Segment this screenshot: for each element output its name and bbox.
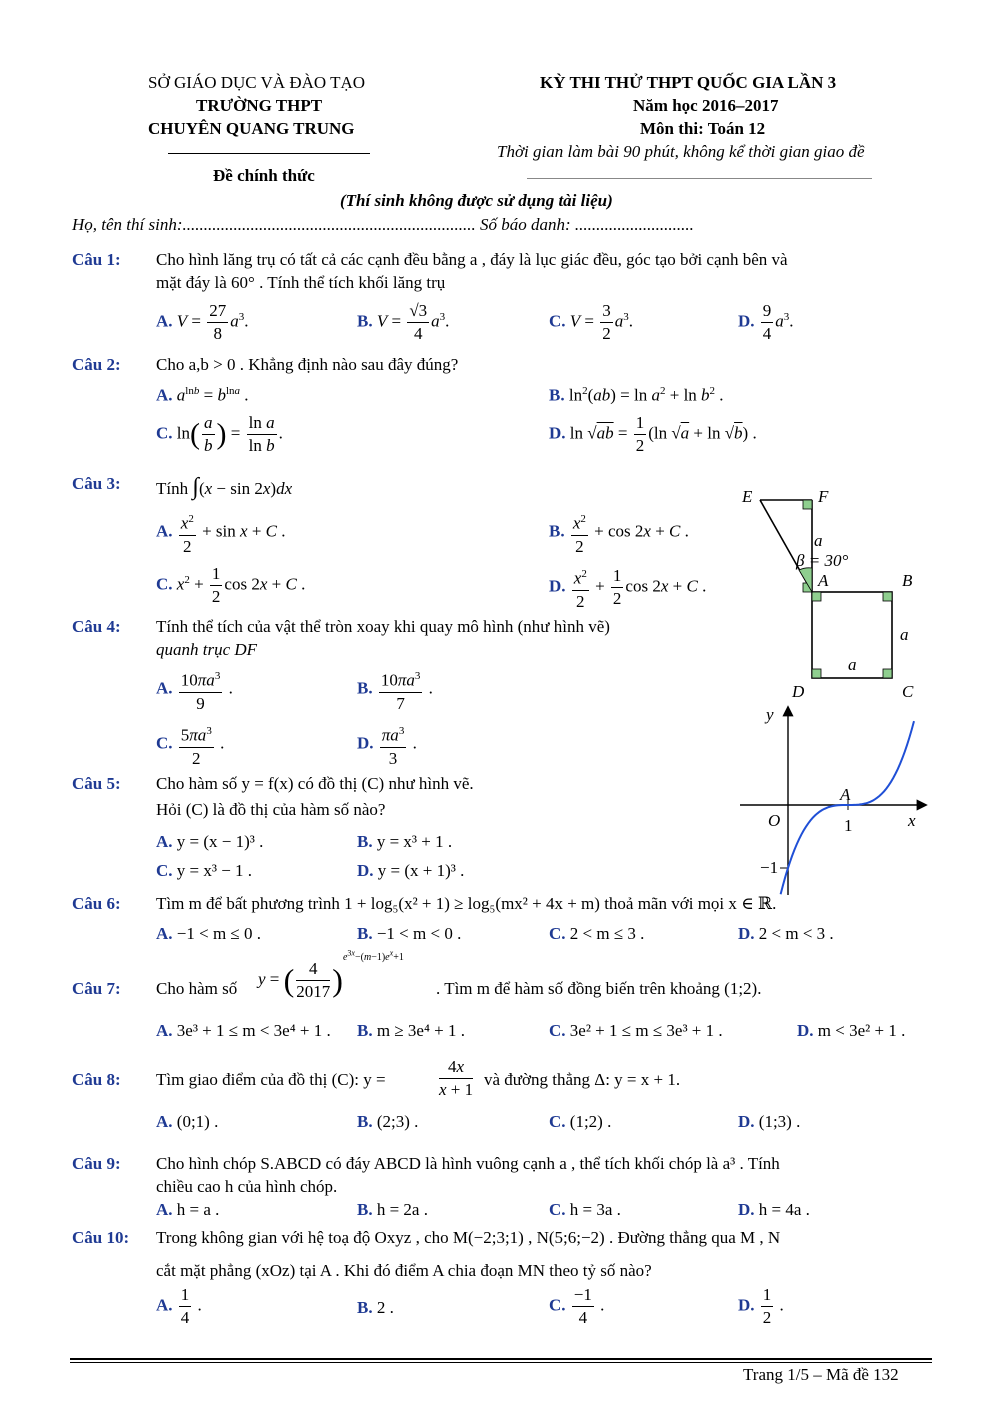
q10-option-d[interactable]: D. $\frac{1}{2}$ .: [738, 1285, 784, 1327]
question-8-text-a: Tìm giao điểm của đồ thị (C): y =: [156, 1070, 386, 1089]
q3-option-b[interactable]: B. $\frac{x^2}{2}$ + cos 2x + C .: [549, 508, 689, 558]
header-divider-right: [527, 178, 872, 179]
q1-option-b[interactable]: B. V = $\frac{√3}{4}$ $a^3$.: [357, 301, 450, 343]
q7-option-b[interactable]: B. m ≥ 3e⁴ + 1 .: [357, 1021, 465, 1040]
question-7-text-a: Cho hàm số: [156, 979, 238, 998]
q7-option-a[interactable]: A. 3e³ + 1 ≤ m < 3e⁴ + 1 .: [156, 1021, 331, 1040]
question-2-number: Câu 2:: [72, 355, 121, 374]
label-b: B: [902, 571, 913, 590]
q5-b-text: y = x³ + 1 .: [376, 832, 453, 851]
q2-option-b[interactable]: B. $\ln^2(ab) = \ln a^2 + \ln b^2$ .: [549, 385, 724, 405]
q5-option-a[interactable]: A. y = (x − 1)³ .: [156, 832, 264, 851]
right-angle-b: [883, 592, 892, 601]
question-8-number: Câu 8:: [72, 1070, 121, 1089]
q1-option-d[interactable]: D. $\frac{9}{4}$ $a^3$.: [738, 301, 794, 343]
q9-option-a[interactable]: A. h = a .: [156, 1200, 220, 1219]
q1-option-a[interactable]: A. V = $\frac{27}{8}$ $a^3$.: [156, 301, 249, 343]
question-4-text-2: quanh trục DF: [156, 640, 258, 659]
question-2-text: Cho a,b > 0 . Khẳng định nào sau đây đúng?: [156, 355, 459, 374]
q6-b-text: −1 < m < 0 .: [376, 924, 462, 943]
q3-tinh-label: Tính: [156, 479, 189, 498]
right-angle-f: [803, 500, 812, 509]
official-label: Đề chính thức: [213, 166, 315, 185]
q4-option-d[interactable]: D. $\frac{\pi a^3}{3}$ .: [357, 720, 417, 770]
q5-c-text: y = x³ − 1 .: [176, 861, 253, 880]
q5-option-d[interactable]: D. y = (x + 1)³ .: [357, 861, 465, 880]
q6-d-text: 2 < m < 3 .: [758, 924, 834, 943]
q9-d-text: h = 4a .: [758, 1200, 810, 1219]
label-a-side-dc: a: [848, 655, 857, 674]
question-6-text: Tìm m để bất phương trình 1 + log₅(x² + 1) ≥ log₅(mx² + 4x + m) thoả mãn với mọi x ∈ ℝ.: [156, 894, 777, 913]
question-9-text-2: chiều cao h của hình chóp.: [156, 1177, 338, 1196]
right-angle-a: [812, 592, 821, 601]
label-minus-one: −1: [760, 858, 779, 877]
question-5-text-2: Hỏi (C) là đồ thị của hàm số nào?: [156, 800, 386, 819]
q4-option-a[interactable]: A. $\frac{10\pi a^3}{9}$ .: [156, 665, 233, 715]
exam-duration: Thời gian làm bài 90 phút, không kể thời gian giao đề: [497, 142, 865, 161]
q3-option-d[interactable]: D. $\frac{x^2}{2}$ + $\frac{1}{2}$ cos 2x + C .: [549, 563, 706, 613]
q9-option-d[interactable]: D. h = 4a .: [738, 1200, 810, 1219]
label-one: 1: [844, 816, 853, 835]
q7-b-text: m ≥ 3e⁴ + 1 .: [376, 1021, 465, 1040]
label-a-side-af: a: [814, 531, 823, 550]
geometry-figure: [730, 480, 940, 705]
question-1-text: Cho hình lăng trụ có tất cả các cạnh đều bằng a , đáy là lục giác đều, góc tạo bởi cạnh bên và: [156, 250, 788, 269]
q8-option-b[interactable]: B. (2;3) .: [357, 1112, 419, 1131]
q5-option-b[interactable]: B. y = x³ + 1 .: [357, 832, 453, 851]
label-point-a: A: [840, 785, 851, 804]
cubic-curve: [781, 721, 914, 894]
option-label: B.: [357, 311, 373, 331]
q4-option-c[interactable]: C. $\frac{5\pi a^3}{2}$ .: [156, 720, 224, 770]
q8-fraction: $\frac{4x}{x + 1}$: [439, 1057, 474, 1099]
q3-option-a[interactable]: A. $\frac{x^2}{2}$ + sin x + C .: [156, 508, 286, 558]
label-origin: O: [768, 811, 781, 830]
q9-c-text: h = 3a .: [569, 1200, 621, 1219]
q8-b-text: (2;3) .: [376, 1112, 419, 1131]
question-4-number: Câu 4:: [72, 617, 121, 636]
q7-function-formula: y = ( $\frac{4}{2017}$ )$^{e^{3x}-(m-1)e^x+1}$: [258, 948, 404, 1001]
q2-option-d[interactable]: D. ln √ab = $\frac{1}{2}$ (ln √a + ln √b) .: [549, 413, 757, 455]
q6-a-text: −1 < m ≤ 0 .: [176, 924, 262, 943]
q8-option-a[interactable]: A. (0;1) .: [156, 1112, 219, 1131]
page-number: Trang 1/5 – Mã đề 132: [743, 1365, 899, 1384]
q3-option-c[interactable]: C. $x^2$ + $\frac{1}{2}$ cos 2x + C .: [156, 564, 306, 606]
option-label: A.: [156, 311, 173, 331]
q6-option-d[interactable]: D. 2 < m < 3 .: [738, 924, 834, 943]
q9-a-text: h = a .: [176, 1200, 220, 1219]
subject: Môn thi: Toán 12: [640, 119, 766, 138]
question-9-text: Cho hình chóp S.ABCD có đáy ABCD là hình vuông cạnh a , thể tích khối chóp là a³ . Tính: [156, 1154, 780, 1173]
q7-d-text: m < 3e² + 1 .: [817, 1021, 906, 1040]
question-3-number: Câu 3:: [72, 474, 121, 493]
question-7-number: Câu 7:: [72, 979, 121, 998]
q8-a-text: (0;1) .: [176, 1112, 219, 1131]
exam-title: KỲ THI THỬ THPT QUỐC GIA LẦN 3: [540, 73, 837, 92]
question-8-text-b: và đường thẳng Δ: y = x + 1.: [484, 1070, 681, 1089]
question-6-number: Câu 6:: [72, 894, 121, 913]
school-year: Năm học 2016–2017: [633, 96, 779, 115]
q2-option-a[interactable]: A. $a^{lnb} = b^{lna}$ .: [156, 385, 249, 405]
no-materials-note: (Thí sinh không được sử dụng tài liệu): [340, 191, 613, 210]
label-x: x: [908, 811, 916, 830]
footer-divider-thin: [70, 1362, 932, 1363]
label-y: y: [766, 705, 774, 724]
q5-a-text: y = (x − 1)³ .: [176, 832, 264, 851]
option-label: C.: [549, 311, 566, 331]
question-10-text-2: cắt mặt phẳng (xOz) tại A . Khi đó điểm A chia đoạn MN theo tỷ số nào?: [156, 1261, 652, 1280]
label-f: F: [818, 487, 829, 506]
q8-option-c[interactable]: C. (1;2) .: [549, 1112, 612, 1131]
q7-a-text: 3e³ + 1 ≤ m < 3e⁴ + 1 .: [176, 1021, 331, 1040]
q8-option-d[interactable]: D. (1;3) .: [738, 1112, 801, 1131]
label-a-side-bc: a: [900, 625, 909, 644]
question-7-text-b: . Tìm m để hàm số đồng biến trên khoảng (1;2).: [436, 979, 762, 998]
question-1-text-2: mặt đáy là 60° . Tính thể tích khối lăng trụ: [156, 273, 446, 292]
label-c: C: [902, 682, 914, 701]
q7-c-text: 3e² + 1 ≤ m ≤ 3e³ + 1 .: [569, 1021, 723, 1040]
school-name: CHUYÊN QUANG TRUNG: [148, 119, 355, 138]
q10-option-c[interactable]: C. $\frac{-1}{4}$ .: [549, 1285, 605, 1327]
label-a: A: [818, 571, 829, 590]
q9-option-b[interactable]: B. h = 2a .: [357, 1200, 428, 1219]
q10-option-b[interactable]: B. 2 .: [357, 1298, 394, 1317]
q1-option-c[interactable]: C. V = $\frac{3}{2}$ $a^3$.: [549, 301, 634, 343]
q6-option-a[interactable]: A. −1 < m ≤ 0 .: [156, 924, 262, 943]
q6-option-b[interactable]: B. −1 < m < 0 .: [357, 924, 462, 943]
q9-option-c[interactable]: C. h = 3a .: [549, 1200, 621, 1219]
right-angle-d: [812, 669, 821, 678]
q5-option-c[interactable]: C. y = x³ − 1 .: [156, 861, 253, 880]
question-4-text: Tính thể tích của vật thể tròn xoay khi quay mô hình (như hình vẽ): [156, 617, 610, 636]
school-type: TRƯỜNG THPT: [196, 96, 323, 115]
header-divider-left: [168, 153, 370, 154]
q10-b-text: 2 .: [376, 1298, 394, 1317]
question-10-number: Câu 10:: [72, 1228, 130, 1247]
label-d: D: [792, 682, 805, 701]
q7-option-c[interactable]: C. 3e² + 1 ≤ m ≤ 3e³ + 1 .: [549, 1021, 723, 1040]
question-5-number: Câu 5:: [72, 774, 121, 793]
cubic-graph-figure: [740, 700, 940, 900]
option-label: D.: [738, 311, 755, 331]
right-angle-c: [883, 669, 892, 678]
label-e: E: [742, 487, 753, 506]
label-beta: β = 30°: [796, 551, 849, 570]
student-info-line: Họ, tên thí sinh:..................................................................... Số báo danh: ............................: [72, 215, 694, 234]
question-10-text: Trong không gian với hệ toạ độ Oxyz , cho M(−2;3;1) , N(5;6;−2) . Đường thẳng qua M , N: [156, 1228, 781, 1247]
q5-d-text: y = (x + 1)³ .: [377, 861, 465, 880]
q6-c-text: 2 < m ≤ 3 .: [569, 924, 645, 943]
q8-c-text: (1;2) .: [569, 1112, 612, 1131]
footer-divider: [70, 1358, 932, 1360]
q8-d-text: (1;3) .: [758, 1112, 801, 1131]
question-5-text: Cho hàm số y = f(x) có đồ thị (C) như hình vẽ.: [156, 774, 474, 793]
q10-option-a[interactable]: A. $\frac{1}{4}$ .: [156, 1285, 202, 1327]
question-1-number: Câu 1:: [72, 250, 121, 269]
q6-option-c[interactable]: C. 2 < m ≤ 3 .: [549, 924, 645, 943]
question-3-text: Tính ∫(x − sin 2x)dx: [156, 474, 293, 500]
q4-option-b[interactable]: B. $\frac{10\pi a^3}{7}$ .: [357, 665, 433, 715]
q9-b-text: h = 2a .: [376, 1200, 428, 1219]
q2-option-c[interactable]: C. ln( $\frac{a}{b}$ ) = $\frac{\text{ln a}}{\text{ln b}}$ .: [156, 413, 283, 455]
question-9-number: Câu 9:: [72, 1154, 121, 1173]
q7-option-d[interactable]: D. m < 3e² + 1 .: [797, 1021, 906, 1040]
department-name: SỞ GIÁO DỤC VÀ ĐÀO TẠO: [148, 73, 366, 92]
